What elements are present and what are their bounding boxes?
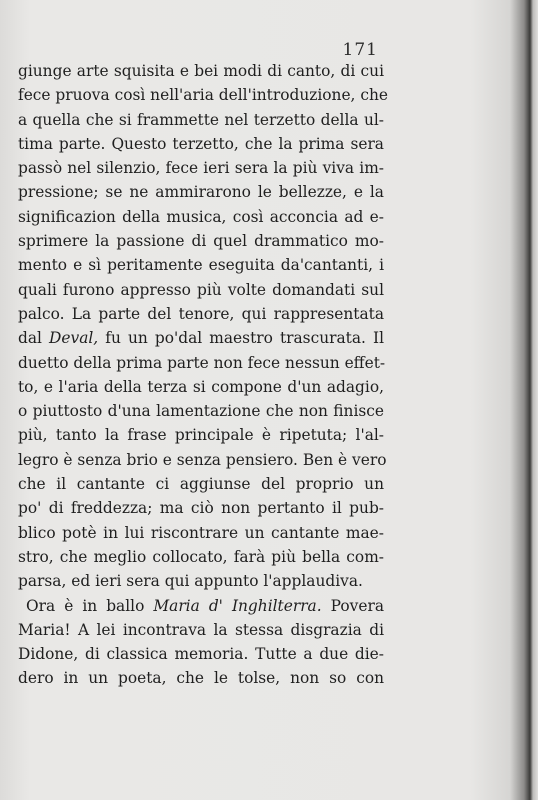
text-line <box>18 594 384 618</box>
text-line: quali furono appresso più volte domandati sul <box>18 280 384 299</box>
text-line: palco. La parte del tenore, qui rappresentata <box>18 304 384 323</box>
text-line: po' di freddezza; ma ciò non pertanto il pub- <box>18 499 384 518</box>
text-line: parsa, ed ieri sera qui appunto l'applaudiva. <box>18 572 363 591</box>
text-line: che il cantante ci aggiunse del proprio un <box>18 475 384 494</box>
text-line: duetto della prima parte non fece nessun effet- <box>18 353 386 372</box>
italic-name: Deval, <box>49 329 99 348</box>
text-line: o piuttosto d'una lamentazione che non finisce <box>18 402 384 421</box>
text-line: blico potè in lui riscontrare un cantante mae- <box>18 523 384 542</box>
text-line: dero in un poeta, che le tolse, non so con <box>18 669 384 688</box>
text-line: legro è senza brio e senza pensiero. Ben è vero <box>18 450 387 469</box>
body-text <box>18 59 388 691</box>
text-line: Maria! A lei incontrava la stessa disgrazia di <box>18 620 384 639</box>
text-segment: dal <box>18 329 50 348</box>
text-line <box>18 326 384 350</box>
text-line: Didone, di classica memoria. Tutte a due die- <box>18 645 384 664</box>
text-segment: Povera <box>321 596 384 615</box>
text-line: to, e l'aria della terza si compone d'un adagio, <box>18 377 384 396</box>
text-line: giunge arte squisita e bei modi di canto, di cui <box>18 62 384 80</box>
text-line: stro, che meglio collocato, farà più bella com- <box>18 547 384 566</box>
italic-title: Maria d' Inghilterra. <box>153 596 322 615</box>
text-line: significazion della musica, così acconcia ad e- <box>18 207 384 226</box>
text-line: fece pruova così nell'aria dell'introduzione, che <box>18 86 388 105</box>
text-line: sprimere la passione di quel drammatico mo- <box>18 232 384 251</box>
text-line: tima parte. Questo terzetto, che la prima sera <box>18 134 384 153</box>
text-line: passò nel silenzio, fece ieri sera la più viva im- <box>18 159 384 178</box>
text-line: mento e sì peritamente eseguita da'cantanti, i <box>18 256 384 275</box>
text-line: pressione; se ne ammirarono le bellezze, e la <box>18 183 384 202</box>
text-line: più, tanto la frase principale è ripetuta; l'al- <box>18 426 384 445</box>
text-segment: fu un po'dal maestro trascurata. Il <box>98 329 384 348</box>
text-segment: Ora è in ballo <box>26 596 154 615</box>
text-line: a quella che si frammette nel terzetto della ul- <box>18 110 384 129</box>
page-number: 171 <box>342 40 378 60</box>
